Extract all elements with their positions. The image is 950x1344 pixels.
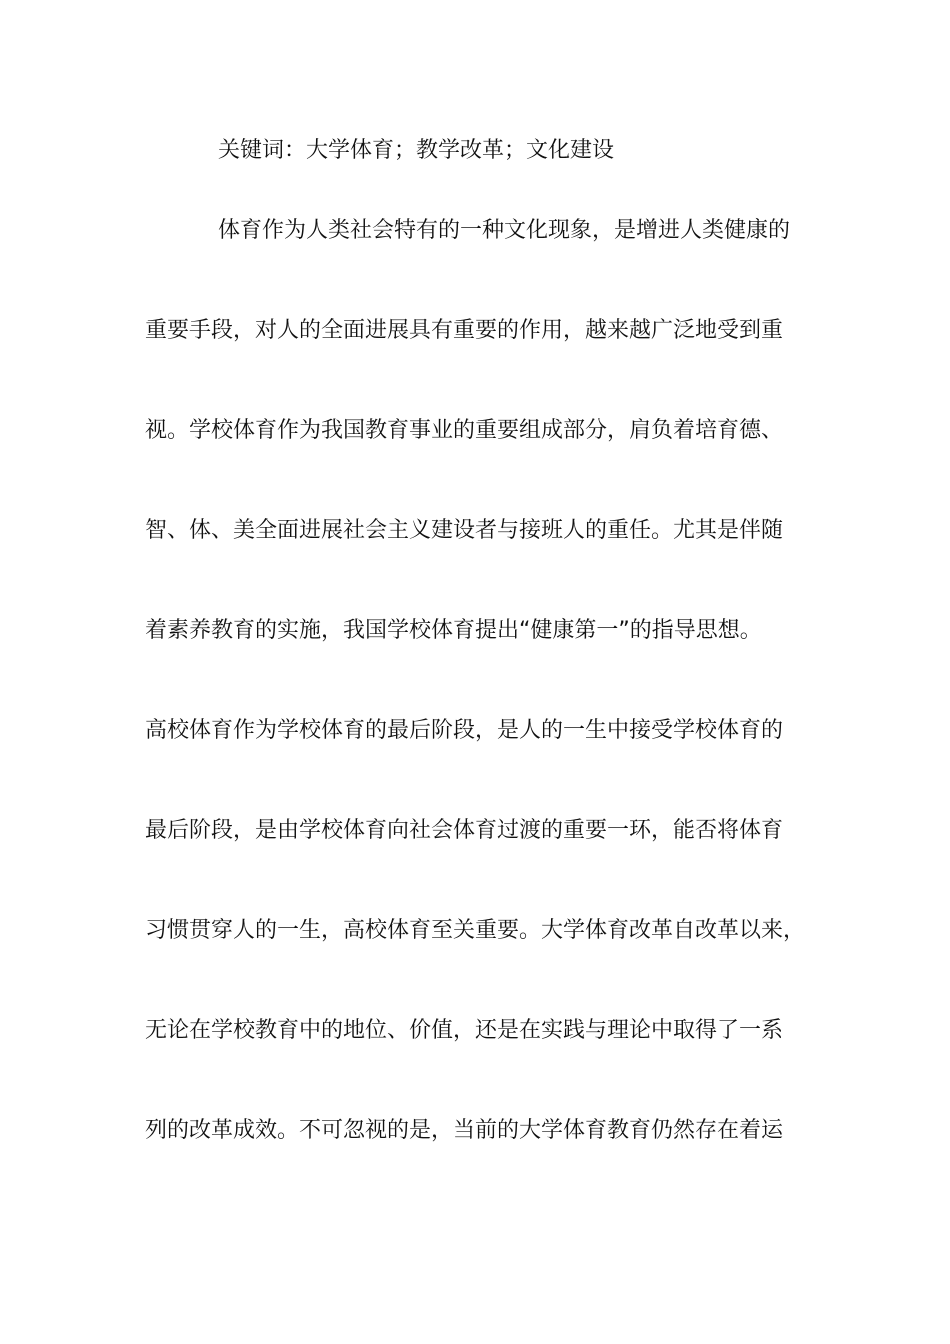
paragraph-line: 习惯贯穿人的一生，高校体育至关重要。大学体育改革自改革以来，	[145, 918, 806, 943]
body-paragraph	[145, 214, 825, 1214]
paragraph-line: 着素养教育的实施，我国学校体育提出“健康第一”的指导思想。	[145, 618, 762, 643]
paragraph-line: 智、体、美全面进展社会主义建设者与接班人的重任。尤其是伴随	[145, 518, 784, 543]
paragraph-line: 高校体育作为学校体育的最后阶段，是人的一生中接受学校体育的	[145, 718, 784, 743]
paragraph-line: 重要手段，对人的全面进展具有重要的作用，越来越广泛地受到重	[145, 318, 784, 343]
keywords-line: 关键词：大学体育；教学改革；文化建设	[218, 138, 615, 163]
paragraph-line: 视。学校体育作为我国教育事业的重要组成部分，肩负着培育德、	[145, 418, 784, 443]
paragraph-line: 最后阶段，是由学校体育向社会体育过渡的重要一环，能否将体育	[145, 818, 784, 843]
paragraph-line: 无论在学校教育中的地位、价值，还是在实践与理论中取得了一系	[145, 1018, 784, 1043]
paragraph-line: 列的改革成效。不可忽视的是，当前的大学体育教育仍然存在着运	[145, 1118, 784, 1143]
paragraph-line: 体育作为人类社会特有的一种文化现象，是增进人类健康的	[218, 218, 791, 243]
